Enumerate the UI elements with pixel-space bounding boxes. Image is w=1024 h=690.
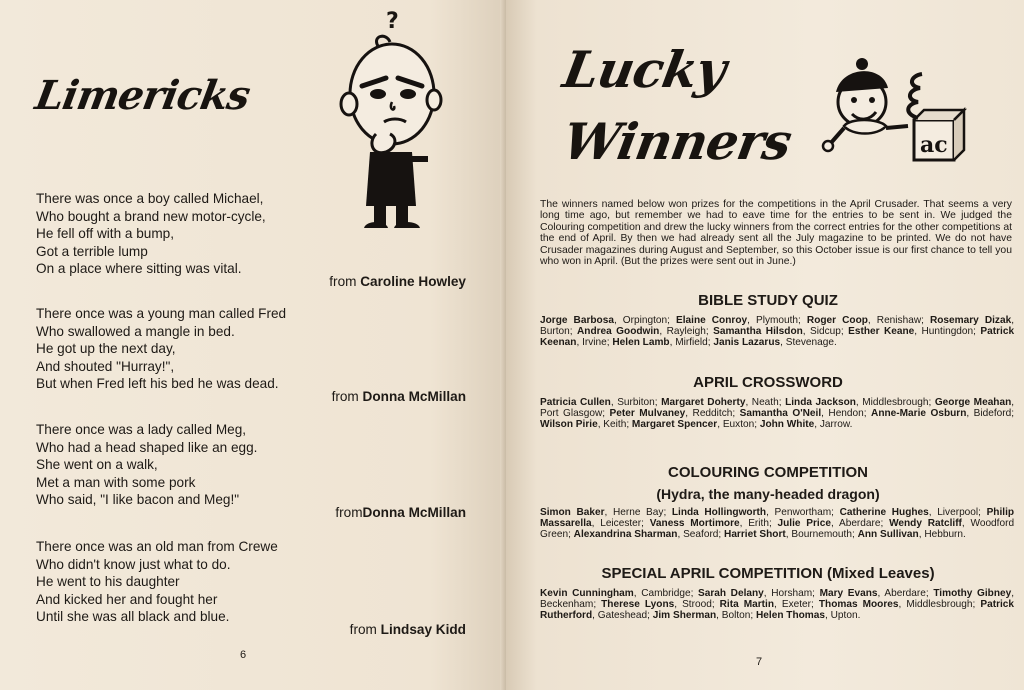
section-heading-bible-study-quiz: BIBLE STUDY QUIZ: [698, 292, 838, 309]
winners-list: [540, 397, 1014, 431]
winner-name: Vaness Mortimore: [649, 518, 740, 530]
winner-entry: Jorge Barbosa, Orpington;: [540, 315, 676, 326]
limerick-4: [36, 538, 278, 626]
jack-in-the-box-icon: [822, 56, 972, 168]
section-heading-april-crossword: APRIL CROSSWORD: [693, 374, 843, 391]
winner-place: Leicester: [600, 518, 642, 530]
winner-place: Burton: [540, 326, 570, 338]
winner-place: Stevenage: [785, 337, 834, 349]
limerick-3: [36, 421, 257, 509]
credit-author: Donna McMillan: [362, 505, 466, 520]
winner-entry: Samantha Hilsdon, Sidcup;: [713, 326, 849, 338]
winner-name: Ann Sullivan: [857, 529, 919, 541]
credit-prefix: from: [335, 505, 363, 520]
winner-place: Penwortham: [774, 507, 832, 518]
winner-place: Aberdare: [838, 518, 881, 530]
page-title-limericks: Limericks: [31, 72, 254, 119]
winner-place: Beckenham: [540, 599, 594, 611]
credit-prefix: from: [331, 389, 359, 404]
winner-place: Hebburn: [924, 529, 964, 541]
winner-entry: Mary Evans, Aberdare;: [819, 588, 934, 599]
winner-entry: Wilson Pirie, Keith;: [540, 419, 632, 431]
winner-entry: Patrick Keenan, Irvine;: [540, 326, 1015, 349]
winner-name: Patrick Keenan: [540, 326, 1015, 349]
credit-author: Donna McMillan: [362, 389, 466, 404]
limerick-line: There once was an old man from Crewe: [36, 539, 278, 554]
question-mark: ?: [386, 9, 399, 34]
winner-entry: Vaness Mortimore, Erith;: [649, 518, 778, 530]
limerick-line: On a place where sitting was vital.: [36, 261, 242, 277]
limerick-line: Got a terrible lump: [36, 243, 148, 259]
intro-paragraph: The winners named below won prizes for the competitions in the April Crusader. That seems a very long time ago, but remember we had to eave time for the entries to be sent in. We judged the Colouring competition and drew the lucky winners from the correct entries for the other competitions at the end of April. By then we had already sent all the July magazine to be printed. We do not have Crusader magazines during August and September, so this October issue is our first chance to tell you who won in April. (But the prizes were sent out in June.): [540, 199, 1012, 268]
winner-name: Therese Lyons: [601, 599, 675, 611]
winner-entry: John White, Jarrow.: [759, 419, 853, 431]
credit-author: Lindsay Kidd: [380, 622, 466, 637]
winner-place: Bournemouth: [791, 529, 852, 541]
winner-name: Julie Price: [777, 518, 831, 530]
winner-entry: Philip Massarella, Leicester;: [540, 507, 1015, 530]
limerick-line: There once was a lady called Meg,: [36, 422, 247, 437]
winner-entry: Wendy Ratcliff, Woodford Green;: [540, 518, 1015, 541]
winner-name: Andrea Goodwin: [576, 326, 660, 338]
winner-name: Roger Coop: [806, 315, 868, 326]
limerick-1-credit: [329, 274, 466, 289]
winner-entry: Janis Lazarus, Stevenage.: [713, 337, 837, 349]
winner-entry: Samantha O'Neil, Hendon;: [739, 408, 872, 420]
winner-place: Irvine: [582, 337, 607, 349]
winner-name: Simon Baker: [540, 507, 605, 518]
winner-name: Wilson Pirie: [540, 419, 598, 431]
winner-name: Anne-Marie Osburn: [871, 408, 967, 420]
winner-entry: Anne-Marie Osburn, Bideford;: [871, 408, 1015, 420]
limerick-line: Who said, "I like bacon and Meg!": [36, 492, 240, 508]
winner-entry: Jim Sherman, Bolton;: [652, 610, 757, 622]
winner-place: Exeter: [781, 599, 812, 611]
winner-name: John White: [759, 419, 815, 431]
winner-name: Patricia Cullen: [540, 397, 611, 408]
winner-entry: Sarah Delany, Horsham;: [698, 588, 820, 599]
section-subheading-hydra: (Hydra, the many-headed dragon): [656, 486, 880, 502]
winner-place: Surbiton: [617, 397, 655, 408]
winner-name: Mary Evans: [819, 588, 878, 599]
winners-list: [540, 507, 1014, 541]
winner-place: Bideford: [973, 408, 1012, 420]
winner-entry: Rita Martin, Exeter;: [719, 599, 819, 611]
limerick-line: There was once a boy called Michael,: [36, 191, 264, 206]
winner-entry: Catherine Hughes, Liverpool;: [839, 507, 987, 518]
winner-place: Woodford Green: [540, 518, 1015, 541]
winner-place: Keith: [603, 419, 627, 431]
puzzled-boy-icon: [328, 6, 444, 244]
winner-entry: Thomas Moores, Middlesbrough;: [818, 599, 981, 611]
winner-entry: Patricia Cullen, Surbiton;: [540, 397, 662, 408]
limerick-line: He went to his daughter: [36, 574, 180, 590]
winner-place: Euxton: [722, 419, 755, 431]
limerick-line: Who didn't know just what to do.: [36, 556, 231, 572]
winner-entry: Simon Baker, Herne Bay;: [540, 507, 672, 518]
limerick-line: And shouted "Hurray!",: [36, 358, 175, 374]
winner-place: Horsham: [771, 588, 813, 599]
winner-name: Peter Mulvaney: [609, 408, 686, 420]
winners-list: [540, 588, 1014, 622]
left-page: [0, 0, 506, 690]
winner-name: George Meahan: [934, 397, 1012, 408]
winner-place: Cambridge: [641, 588, 691, 599]
winner-entry: Alexandrina Sharman, Seaford;: [573, 529, 725, 541]
winner-entry: Helen Lamb, Mirfield;: [612, 337, 714, 349]
winner-entry: Ann Sullivan, Hebburn.: [857, 529, 966, 541]
winner-name: Linda Jackson: [785, 397, 856, 408]
winner-name: Linda Hollingworth: [671, 507, 767, 518]
winner-place: Middlesbrough: [862, 397, 929, 408]
winner-entry: Kevin Cunningham, Cambridge;: [540, 588, 698, 599]
winner-entry: Linda Jackson, Middlesbrough;: [785, 397, 935, 408]
credit-prefix: from: [349, 622, 377, 637]
credit-prefix: from: [329, 274, 357, 289]
winner-entry: Linda Hollingworth, Penwortham;: [671, 507, 840, 518]
winner-place: Upton: [830, 610, 858, 622]
limerick-line: Met a man with some pork: [36, 474, 196, 490]
winner-place: Orpington: [622, 315, 668, 326]
winner-name: Kevin Cunningham: [540, 588, 634, 599]
winner-name: Rosemary Dizak: [929, 315, 1012, 326]
limerick-line: Who had a head shaped like an egg.: [36, 439, 258, 455]
page-number: 6: [240, 649, 247, 661]
winner-name: Jim Sherman: [652, 610, 717, 622]
winner-place: Rayleigh: [666, 326, 706, 338]
winner-name: Patrick Rutherford: [540, 599, 1015, 622]
winner-place: Seaford: [683, 529, 719, 541]
limerick-4-credit: [350, 622, 466, 637]
block-letters: ac: [920, 132, 948, 158]
winner-name: Margaret Spencer: [631, 419, 718, 431]
winner-name: Rita Martin: [719, 599, 775, 611]
winner-name: Margaret Doherty: [661, 397, 746, 408]
winner-place: Neath: [751, 397, 779, 408]
limerick-3-credit: [335, 505, 466, 520]
section-heading-special-april-competition: SPECIAL APRIL COMPETITION (Mixed Leaves): [601, 565, 935, 582]
right-page: [506, 0, 1024, 690]
limerick-line: Until she was all black and blue.: [36, 609, 230, 625]
winner-entry: Timothy Gibney, Beckenham;: [540, 588, 1015, 611]
winner-place: Bolton: [721, 610, 751, 622]
winner-place: Renishaw: [876, 315, 922, 326]
winner-entry: Esther Keane, Huntingdon;: [848, 326, 981, 338]
winner-name: Esther Keane: [848, 326, 915, 338]
credit-author: Caroline Howley: [360, 274, 466, 289]
limerick-1: [36, 190, 266, 278]
winner-place: Gateshead: [597, 610, 648, 622]
limerick-line: Who swallowed a mangle in bed.: [36, 323, 235, 339]
limerick-line: But when Fred left his bed he was dead.: [36, 376, 279, 392]
winner-place: Jarrow: [819, 419, 850, 431]
limerick-line: There once was a young man called Fred: [36, 306, 287, 321]
winner-entry: Peter Mulvaney, Redditch;: [609, 408, 740, 420]
winner-entry: Helen Thomas, Upton.: [756, 610, 861, 622]
winner-entry: George Meahan, Port Glasgow;: [540, 397, 1015, 420]
limerick-line: She went on a walk,: [36, 457, 158, 473]
winner-place: Herne Bay: [612, 507, 664, 518]
winner-place: Liverpool: [937, 507, 979, 518]
winner-name: Thomas Moores: [818, 599, 899, 611]
limerick-line: And kicked her and fought her: [36, 591, 218, 607]
winner-place: Redditch: [692, 408, 733, 420]
winner-name: Timothy Gibney: [933, 588, 1012, 599]
winner-entry: Harriet Short, Bournemouth;: [724, 529, 858, 541]
limerick-line: He got up the next day,: [36, 341, 176, 357]
winner-name: Elaine Conroy: [675, 315, 748, 326]
winner-place: Middlesbrough: [906, 599, 973, 611]
winner-place: Strood: [682, 599, 712, 611]
winner-name: Alexandrina Sharman: [573, 529, 678, 541]
winners-list: [540, 315, 1014, 349]
winner-name: Helen Thomas: [756, 610, 826, 622]
winner-entry: Therese Lyons, Strood;: [601, 599, 720, 611]
winner-name: Harriet Short: [724, 529, 786, 541]
winner-entry: Andrea Goodwin, Rayleigh;: [576, 326, 714, 338]
winner-entry: Patrick Rutherford, Gateshead;: [540, 599, 1015, 622]
winner-name: Janis Lazarus: [713, 337, 781, 349]
winner-name: Catherine Hughes: [839, 507, 929, 518]
winner-place: Sidcup: [810, 326, 841, 338]
winner-place: Huntingdon: [921, 326, 974, 338]
winner-name: Wendy Ratcliff: [889, 518, 962, 530]
winner-entry: Margaret Doherty, Neath;: [661, 397, 786, 408]
winner-place: Mirfield: [675, 337, 708, 349]
winner-entry: Julie Price, Aberdare;: [777, 518, 890, 530]
limerick-2-credit: [332, 389, 466, 404]
winner-place: Erith: [748, 518, 769, 530]
limerick-line: He fell off with a bump,: [36, 226, 175, 242]
winner-name: Helen Lamb: [612, 337, 670, 349]
winner-place: Port Glasgow: [540, 408, 603, 420]
winner-place: Aberdare: [884, 588, 926, 599]
page-number: 7: [756, 656, 763, 668]
winner-entry: Roger Coop, Renishaw;: [806, 315, 930, 326]
section-heading-colouring-competition: COLOURING COMPETITION: [668, 464, 868, 481]
winner-place: Hendon: [828, 408, 864, 420]
page-title-lucky: Lucky: [558, 40, 730, 99]
winner-name: Sarah Delany: [698, 588, 764, 599]
winner-entry: Margaret Spencer, Euxton;: [631, 419, 760, 431]
winner-name: Samantha Hilsdon: [713, 326, 803, 338]
winner-place: Plymouth: [755, 315, 799, 326]
winner-name: Samantha O'Neil: [739, 408, 822, 420]
limerick-line: Who bought a brand new motor-cycle,: [36, 208, 266, 224]
winner-name: Jorge Barbosa: [540, 315, 614, 326]
winner-name: Philip Massarella: [540, 507, 1015, 530]
winner-entry: Elaine Conroy, Plymouth;: [675, 315, 807, 326]
winner-entry: Rosemary Dizak, Burton;: [540, 315, 1015, 338]
limerick-2: [36, 305, 286, 393]
page-title-winners: Winners: [558, 112, 796, 171]
